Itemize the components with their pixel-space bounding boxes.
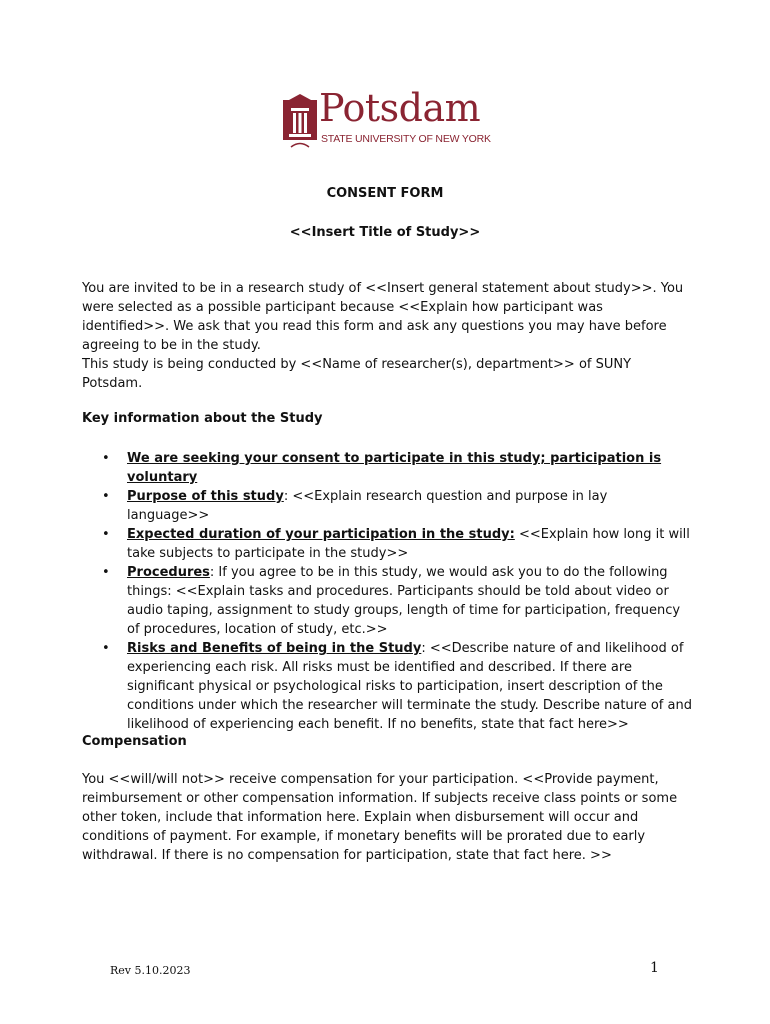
study-title: <<Insert Title of Study>> xyxy=(289,225,481,240)
bullet-icon: • xyxy=(102,641,110,656)
item-text: : <<Explain research question and purpose in lay language>> xyxy=(127,489,608,523)
bullet-icon: • xyxy=(102,489,110,504)
list-item xyxy=(82,487,692,525)
bullet-icon: • xyxy=(102,527,110,542)
conducted-by-paragraph: This study is being conducted by <<Name of researcher(s), department>> of SUNY Potsdam. xyxy=(82,357,632,391)
page-number: 1 xyxy=(650,960,659,976)
key-info-heading: Key information about the Study xyxy=(82,411,323,426)
item-text: <<Explain how long it will take subjects to participate in the study>> xyxy=(127,527,690,561)
logo-subtitle: STATE UNIVERSITY OF NEW YORK xyxy=(321,133,491,145)
logo-wordmark: Potsdam xyxy=(319,86,481,130)
campus-building-seal-icon xyxy=(283,94,317,150)
bullet-icon: • xyxy=(102,451,110,466)
potsdam-logo xyxy=(283,86,493,150)
list-item xyxy=(82,449,692,487)
form-title: CONSENT FORM xyxy=(326,186,444,201)
compensation-paragraph: You <<will/will not>> receive compensation for your participation. <<Provide payment, reimbursement or other compensation information. If subjects receive class points or some other token, include that information here. Explain when disbursement will occur and conditions of payment. For example, if monetary benefits will be prorated due to early withdrawal. If there is no compensation for participation, state that fact here. >> xyxy=(82,772,678,863)
item-text: : If you agree to be in this study, we would ask you to do the following things: <<Explain tasks and procedures. Participants should be told about video or audio taping, assignment to study groups, length of time for participation, frequency of procedures, location of study, etc.>> xyxy=(127,565,681,637)
item-lead: We are seeking your consent to participate in this study; participation is voluntary xyxy=(127,451,662,485)
list-item xyxy=(82,525,692,563)
item-text: : <<Describe nature of and likelihood of experiencing each risk. All risks must be identified and described. If there are significant physical or psychological risks to participation, insert description of the conditions under which the researcher will terminate the study. Describe nature of and likelihood of experiencing each benefit. If no benefits, state that fact here>> xyxy=(127,641,692,732)
bullet-icon: • xyxy=(102,565,110,580)
compensation-heading: Compensation xyxy=(82,734,187,749)
list-item xyxy=(82,639,692,734)
item-lead: Expected duration of your participation in the study: xyxy=(127,527,515,542)
intro-paragraph: You are invited to be in a research study of <<Insert general statement about study>>. You were selected as a possible participant because <<Explain how participant was identified>>. We ask that you read this form and ask any questions you may have before agreeing to be in the study. xyxy=(82,281,684,353)
key-info-list xyxy=(82,449,692,734)
item-lead: Risks and Benefits of being in the Study xyxy=(127,641,422,656)
revision-date: Rev 5.10.2023 xyxy=(110,964,191,977)
list-item xyxy=(82,563,692,639)
item-lead: Procedures xyxy=(127,565,210,580)
item-lead: Purpose of this study xyxy=(127,489,284,504)
